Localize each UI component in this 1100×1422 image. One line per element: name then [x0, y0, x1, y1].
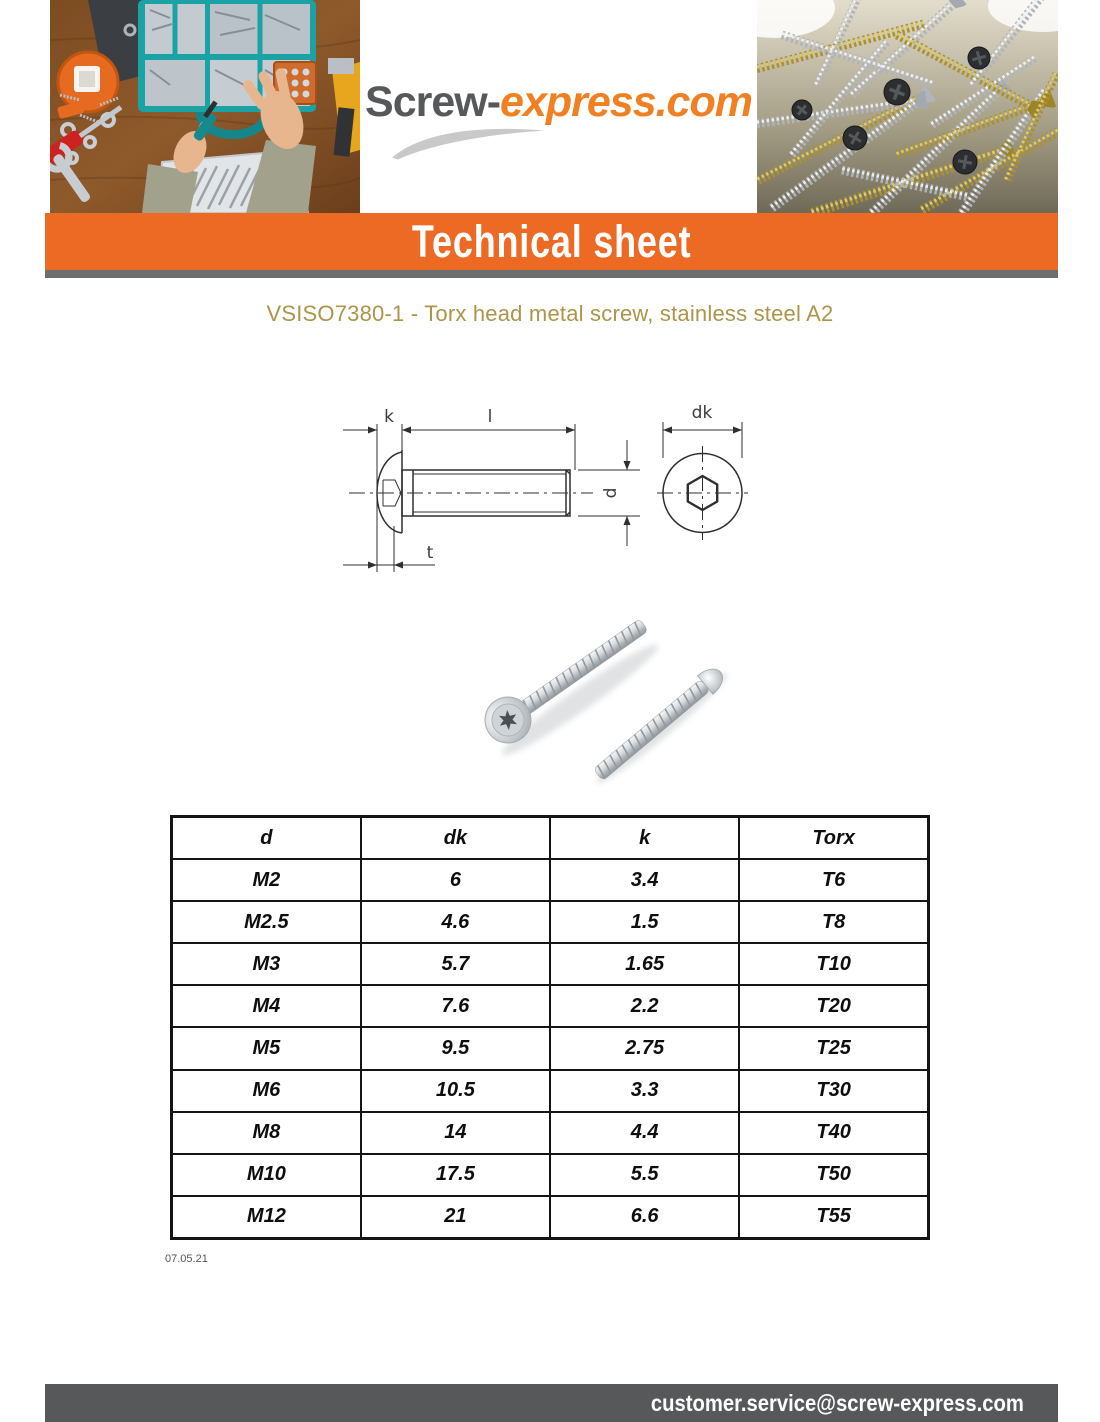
- table-row: [172, 1027, 929, 1069]
- table-cell: M10: [172, 1154, 361, 1196]
- divider-bar: [45, 270, 1058, 278]
- table-header-k: k: [550, 817, 739, 860]
- screw-side-view: [377, 450, 570, 533]
- table-cell: M12: [172, 1196, 361, 1239]
- table-row: [172, 1070, 929, 1112]
- table-row: [172, 901, 929, 943]
- table-cell: 3.3: [550, 1070, 739, 1112]
- dimension-label-t: t: [426, 543, 434, 563]
- footer-bar: [45, 1384, 1058, 1422]
- table-row: [172, 859, 929, 901]
- product-subtitle: VSISO7380-1 - Torx head metal screw, stainless steel A2: [266, 301, 834, 326]
- table-cell: T25: [739, 1027, 928, 1069]
- table-row: [172, 1112, 929, 1154]
- table-cell: M6: [172, 1070, 361, 1112]
- screw-pile-illustration: [757, 0, 1058, 213]
- table-row: [172, 943, 929, 985]
- table-cell: 17.5: [361, 1154, 550, 1196]
- table-cell: 21: [361, 1196, 550, 1239]
- table-cell: 2.2: [550, 985, 739, 1027]
- table-cell: 5.7: [361, 943, 550, 985]
- table-cell: 4.4: [550, 1112, 739, 1154]
- header-photo-screw-pile: [757, 0, 1058, 213]
- table-cell: 14: [361, 1112, 550, 1154]
- table-header-d: d: [172, 817, 361, 860]
- technical-drawing: [335, 386, 775, 598]
- drawing-arrowheads: [368, 427, 742, 569]
- table-cell: 10.5: [361, 1070, 550, 1112]
- logo-swoosh: [388, 124, 553, 162]
- dimension-label-k: k: [384, 407, 394, 427]
- table-cell: 5.5: [550, 1154, 739, 1196]
- table-cell: 6.6: [550, 1196, 739, 1239]
- table-cell: T6: [739, 859, 928, 901]
- banner: [45, 213, 1058, 270]
- table-header-torx: Torx: [739, 817, 928, 860]
- table-cell: 3.4: [550, 859, 739, 901]
- table-cell: T8: [739, 901, 928, 943]
- table-row: [172, 1196, 929, 1239]
- table-cell: 9.5: [361, 1027, 550, 1069]
- table-cell: 2.75: [550, 1027, 739, 1069]
- screw-with-torx-head: [476, 606, 657, 752]
- table-row: [172, 1154, 929, 1196]
- spec-table: [170, 815, 930, 1240]
- logo: [360, 0, 757, 213]
- dimension-label-l: l: [487, 407, 493, 427]
- table-header-dk: dk: [361, 817, 550, 860]
- logo-part-express: express.com: [500, 78, 752, 126]
- table-header-row: [172, 817, 929, 860]
- table-cell: 4.6: [361, 901, 550, 943]
- table-cell: T55: [739, 1196, 928, 1239]
- table-cell: 6: [361, 859, 550, 901]
- table-cell: M8: [172, 1112, 361, 1154]
- table-cell: T10: [739, 943, 928, 985]
- table-cell: M5: [172, 1027, 361, 1069]
- table-cell: T40: [739, 1112, 928, 1154]
- table-cell: T50: [739, 1154, 928, 1196]
- drawing-dim-lines: [343, 422, 742, 572]
- product-photo: [430, 600, 745, 790]
- table-cell: T30: [739, 1070, 928, 1112]
- logo-part-screw: Screw-: [365, 78, 501, 126]
- dimension-label-dk: dk: [691, 403, 713, 423]
- table-cell: T20: [739, 985, 928, 1027]
- table-cell: 1.5: [550, 901, 739, 943]
- table-cell: M4: [172, 985, 361, 1027]
- table-cell: 7.6: [361, 985, 550, 1027]
- workbench-illustration: [50, 0, 360, 213]
- table-cell: 1.65: [550, 943, 739, 985]
- date-label: 07.05.21: [165, 1253, 208, 1265]
- dimension-label-d: d: [601, 487, 621, 499]
- table-row: [172, 985, 929, 1027]
- logo-text: [360, 78, 757, 127]
- table-cell: M3: [172, 943, 361, 985]
- table-cell: M2: [172, 859, 361, 901]
- footer-email: customer.service@screw-express.com: [650, 1390, 1024, 1416]
- table-cell: M2.5: [172, 901, 361, 943]
- header-photo-workbench: [50, 0, 360, 213]
- banner-title: Technical sheet: [411, 216, 692, 267]
